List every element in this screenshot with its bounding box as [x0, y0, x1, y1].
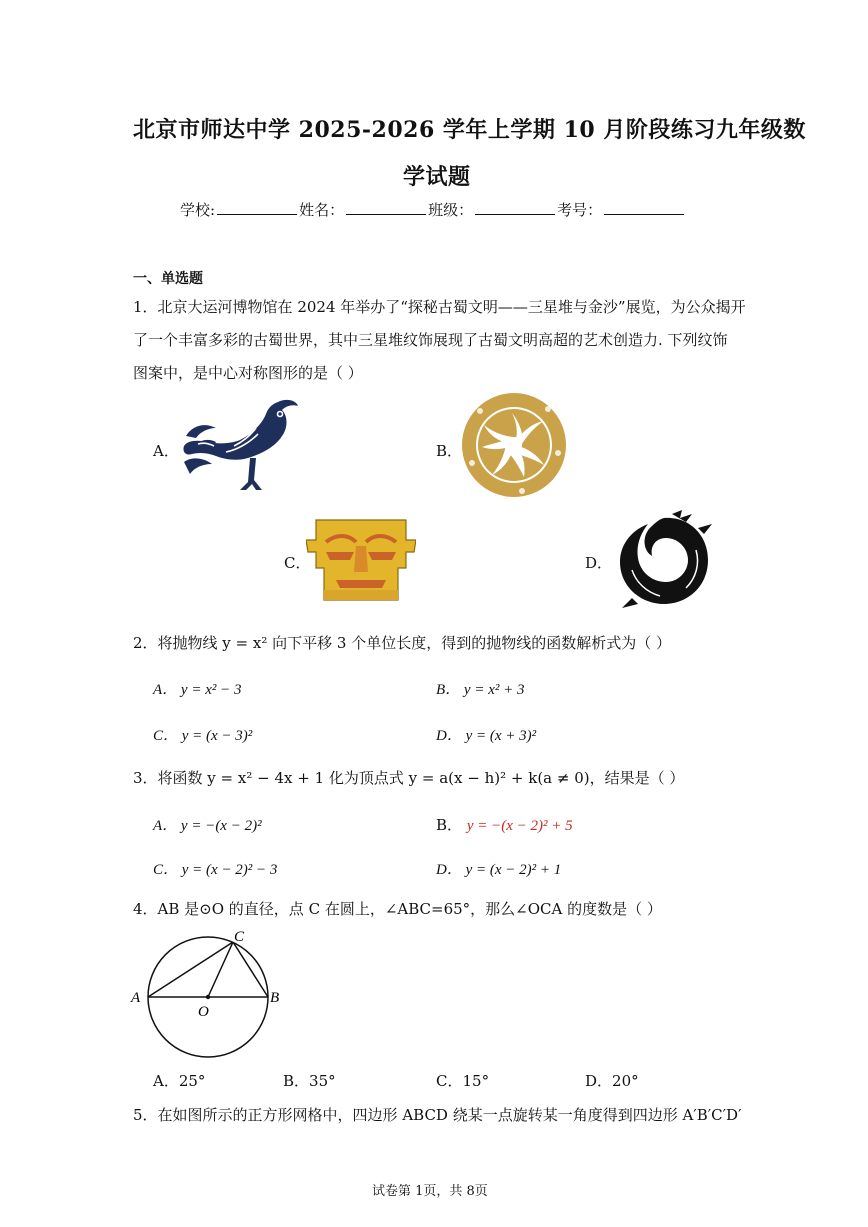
- q3-stem: 3．将函数 y = x² − 4x + 1 化为顶点式 y = a(x − h)² + k(a ≠ 0)，结果是（ ）: [133, 769, 685, 787]
- phoenix-bird-image: [178, 394, 302, 496]
- q1-line1: 1．北京大运河博物馆在 2024 年举办了“探秘古蜀文明——三星堆与金沙”展览，为公众揭开: [133, 298, 746, 316]
- name-label: 姓名：: [299, 201, 345, 219]
- q4-option-d: D．20°: [585, 1072, 639, 1090]
- name-blank[interactable]: [346, 200, 426, 215]
- bronze-mask-image: [306, 518, 416, 602]
- q1-option-c-label: C．: [284, 554, 311, 572]
- q4-stem: 4．AB 是⊙O 的直径，点 C 在圆上，∠ABC=65°，那么∠OCA 的度数是（ ）: [133, 900, 662, 918]
- class-label: 班级：: [428, 201, 474, 219]
- q3-option-b: [436, 814, 573, 835]
- q5-stem: 5．在如图所示的正方形网格中，四边形 ABCD 绕某一点旋转某一角度得到四边形 A′B′C′D′: [133, 1106, 742, 1124]
- q3-option-d: D． y = (x − 2)² + 1: [436, 862, 562, 878]
- q3-option-b-label: B．: [436, 816, 463, 834]
- q4-option-a: A．25°: [153, 1072, 206, 1090]
- school-blank[interactable]: [217, 200, 297, 215]
- q1-option-b-label: B．: [436, 442, 463, 460]
- dragon-image: [612, 510, 716, 610]
- chord-bc: [233, 942, 268, 997]
- q4-option-b: B．35°: [283, 1072, 336, 1090]
- page-title-line1: 北京市师达中学 2025-2026 学年上学期 10 月阶段练习九年级数: [133, 117, 806, 143]
- q3-option-a: A． y = −(x − 2)²: [153, 818, 262, 834]
- page-footer: 试卷第 1页，共 8页: [372, 1184, 488, 1199]
- sun-bird-disc-image: [460, 393, 568, 497]
- q3-option-b-text: y = −(x − 2)² + 5: [466, 818, 573, 834]
- q2-stem: 2．将抛物线 y = x² 向下平移 3 个单位长度，得到的抛物线的函数解析式为（ ）: [133, 634, 671, 652]
- student-info-row: [180, 199, 686, 220]
- q1-line2: 了一个丰富多彩的古蜀世界，其中三星堆纹饰展现了古蜀文明高超的艺术创造力. 下列纹饰: [133, 331, 728, 349]
- q1-option-d-label: D．: [585, 554, 613, 572]
- q4-option-c: C．15°: [436, 1072, 490, 1090]
- label-c: C: [234, 929, 245, 945]
- q2-option-d: D． y = (x + 3)²: [436, 728, 537, 744]
- circle-geometry-figure: [128, 926, 288, 1062]
- q1-option-a-label: A．: [153, 442, 179, 460]
- number-blank[interactable]: [604, 200, 684, 215]
- class-blank[interactable]: [475, 200, 555, 215]
- center-point: [206, 995, 210, 999]
- q2-option-b: B． y = x² + 3: [436, 682, 525, 698]
- school-label: 学校:: [180, 201, 216, 219]
- page-title-line2: 学试题: [403, 164, 471, 190]
- section-title: 一、单选题: [133, 271, 203, 287]
- label-a: A: [131, 990, 141, 1006]
- label-o: O: [198, 1004, 209, 1020]
- q2-option-a: A． y = x² − 3: [153, 682, 242, 698]
- label-b: B: [270, 990, 280, 1006]
- number-label: 考号：: [557, 201, 603, 219]
- q1-line3: 图案中，是中心对称图形的是（ ）: [133, 364, 363, 382]
- q3-option-c: C． y = (x − 2)² − 3: [153, 862, 278, 878]
- q2-option-c: C． y = (x − 3)²: [153, 728, 253, 744]
